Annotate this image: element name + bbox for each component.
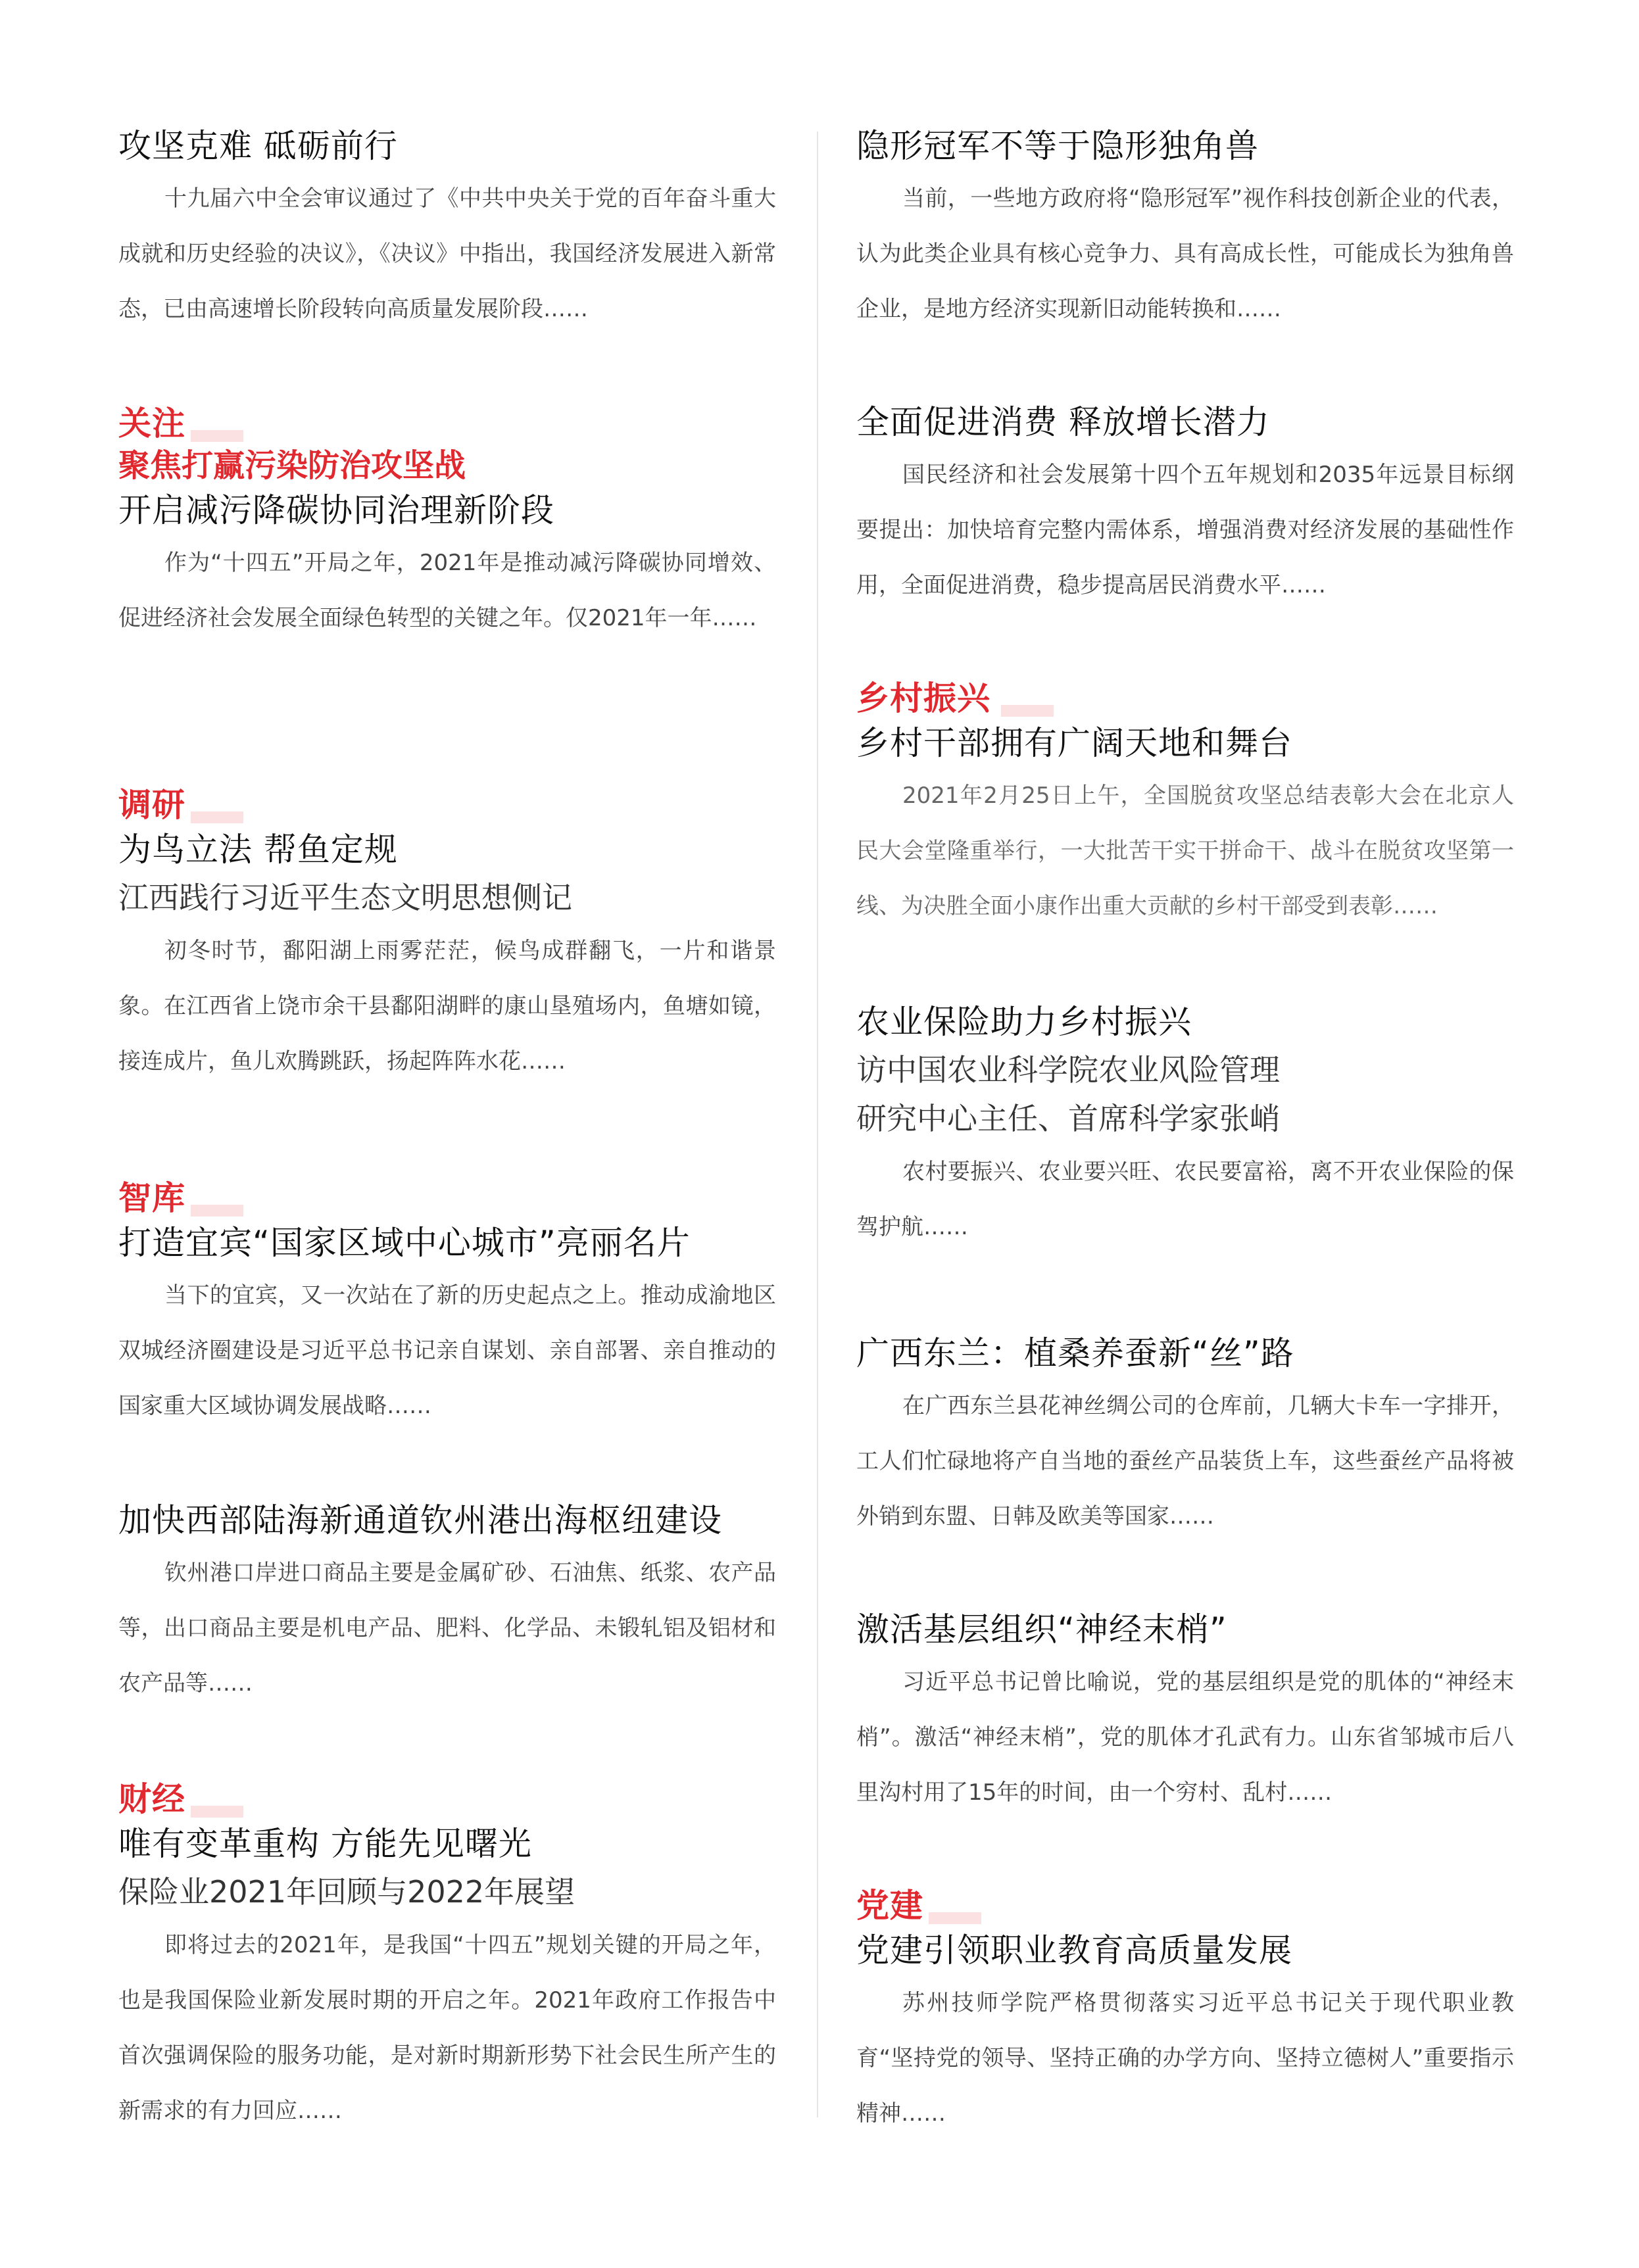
section-label: 智库 [118, 1177, 185, 1219]
label-underline [191, 1205, 243, 1217]
article-excerpt: 当下的宜宾，又一次站在了新的历史起点之上。推动成渝地区双城经济圈建设是习近平总书记亲自谋划、亲自部署、亲自推动的国家重大区域协调发展战略…… [118, 1282, 776, 1419]
red-subtitle: 聚焦打赢污染防治攻坚战 [118, 447, 466, 484]
article-excerpt: 在广西东兰县花神丝绸公司的仓库前，几辆大卡车一字排开，工人们忙碌地将产自当地的蚕丝产品装货上车，这些蚕丝产品将被外销到东盟、日韩及欧美等国家…… [856, 1393, 1514, 1530]
article[interactable] [856, 398, 1514, 613]
article[interactable] [118, 1497, 776, 1711]
article-excerpt: 农村要振兴、农业要兴旺、农民要富裕，离不开农业保险的保驾护航…… [856, 1159, 1514, 1240]
article-excerpt: 十九届六中全会审议通过了《中共中央关于党的百年奋斗重大成就和历史经验的决议》，《决议》中指出，我国经济发展进入新常态，已由高速增长阶段转向高质量发展阶段…… [118, 185, 776, 322]
article-title[interactable]: 激活基层组织“神经末梢” [856, 1610, 1227, 1649]
article-excerpt: 当前，一些地方政府将“隐形冠军”视作科技创新企业的代表，认为此类企业具有核心竞争力、具有高成长性，可能成长为独角兽企业，是地方经济实现新旧动能转换和…… [856, 185, 1514, 322]
article[interactable] [118, 784, 776, 1089]
column-divider [817, 132, 818, 2117]
article-title[interactable]: 开启减污降碳协同治理新阶段 [118, 491, 554, 529]
article-excerpt: 即将过去的2021年，是我国“十四五”规划关键的开局之年，也是我国保险业新发展时期的开启之年。2021年政府工作报告中首次强调保险的服务功能，是对新时期新形势下社会民生所产生的新需求的有力回应…… [118, 1932, 776, 2124]
section-label: 乡村振兴 [856, 677, 991, 719]
article-title[interactable]: 党建引领职业教育高质量发展 [856, 1931, 1292, 1969]
article-excerpt: 初冬时节，鄱阳湖上雨雾茫茫，候鸟成群翻飞，一片和谐景象。在江西省上饶市余干县鄱阳湖畔的康山垦殖场内，鱼塘如镜，接连成片，鱼儿欢腾跳跃，扬起阵阵水花…… [118, 938, 776, 1074]
article[interactable] [856, 998, 1514, 1255]
label-underline [191, 430, 243, 442]
label-underline [1001, 705, 1054, 717]
article-title[interactable]: 为鸟立法 帮鱼定规 [118, 831, 398, 869]
section-label: 调研 [118, 784, 185, 826]
article-excerpt: 2021年2月25日上午，全国脱贫攻坚总结表彰大会在北京人民大会堂隆重举行，一大批苦干实干拼命干、战斗在脱贫攻坚第一线、为决胜全面小康作出重大贡献的乡村干部受到表彰…… [856, 783, 1514, 919]
label-underline [191, 811, 243, 823]
article-subtitle: 保险业2021年回顾与2022年展望 [118, 1874, 575, 1910]
article-title[interactable]: 广西东兰：植桑养蚕新“丝”路 [856, 1334, 1294, 1372]
article-excerpt: 国民经济和社会发展第十四个五年规划和2035年远景目标纲要提出：加快培育完整内需体系，增强消费对经济发展的基础性作用，全面促进消费，稳步提高居民消费水平…… [856, 462, 1514, 598]
article[interactable] [856, 1606, 1514, 1820]
label-underline [929, 1912, 981, 1924]
article-subtitle: 江西践行习近平生态文明思想侧记 [118, 880, 572, 915]
article[interactable] [118, 1778, 776, 2138]
article-title[interactable]: 唯有变革重构 方能先见曙光 [118, 1825, 532, 1863]
article-excerpt: 习近平总书记曾比喻说，党的基层组织是党的肌体的“神经末梢”。激活“神经末梢”，党的肌体才孔武有力。山东省邹城市后八里沟村用了15年的时间，由一个穷村、乱村…… [856, 1669, 1514, 1806]
section-label: 关注 [118, 402, 185, 445]
section-label: 党建 [856, 1885, 923, 1927]
article-excerpt: 苏州技师学院严格贯彻落实习近平总书记关于现代职业教育“坚持党的领导、坚持正确的办学方向、坚持立德树人”重要指示精神…… [856, 1990, 1514, 2127]
article-title[interactable]: 农业保险助力乡村振兴 [856, 1003, 1192, 1041]
label-underline [191, 1806, 243, 1818]
article[interactable] [118, 122, 776, 337]
article-title[interactable]: 乡村干部拥有广阔天地和舞台 [856, 724, 1292, 762]
article-excerpt: 作为“十四五”开局之年，2021年是推动减污降碳协同增效、促进经济社会发展全面绿色转型的关键之年。仅2021年一年…… [118, 550, 776, 631]
article-subtitle: 访中国农业科学院农业风险管理 [856, 1052, 1280, 1088]
article-title[interactable]: 打造宜宾“国家区域中心城市”亮丽名片 [118, 1224, 691, 1262]
article-title[interactable]: 加快西部陆海新通道钦州港出海枢纽建设 [118, 1501, 722, 1539]
article[interactable] [856, 677, 1514, 934]
article-subtitle-line2: 研究中心主任、首席科学家张峭 [856, 1101, 1280, 1136]
article[interactable] [856, 122, 1514, 337]
article[interactable] [118, 1177, 776, 1434]
article[interactable] [856, 1885, 1514, 2141]
section-label: 财经 [118, 1778, 185, 1820]
article-title[interactable]: 隐形冠军不等于隐形独角兽 [856, 127, 1259, 165]
article[interactable] [856, 1330, 1514, 1544]
article-title[interactable]: 攻坚克难 砥砺前行 [118, 127, 398, 165]
article-title[interactable]: 全面促进消费 释放增长潜力 [856, 403, 1270, 441]
article-excerpt: 钦州港口岸进口商品主要是金属矿砂、石油焦、纸浆、农产品等，出口商品主要是机电产品、肥料、化学品、未锻轧铝及铝材和农产品等…… [118, 1560, 776, 1697]
article[interactable] [118, 402, 776, 646]
